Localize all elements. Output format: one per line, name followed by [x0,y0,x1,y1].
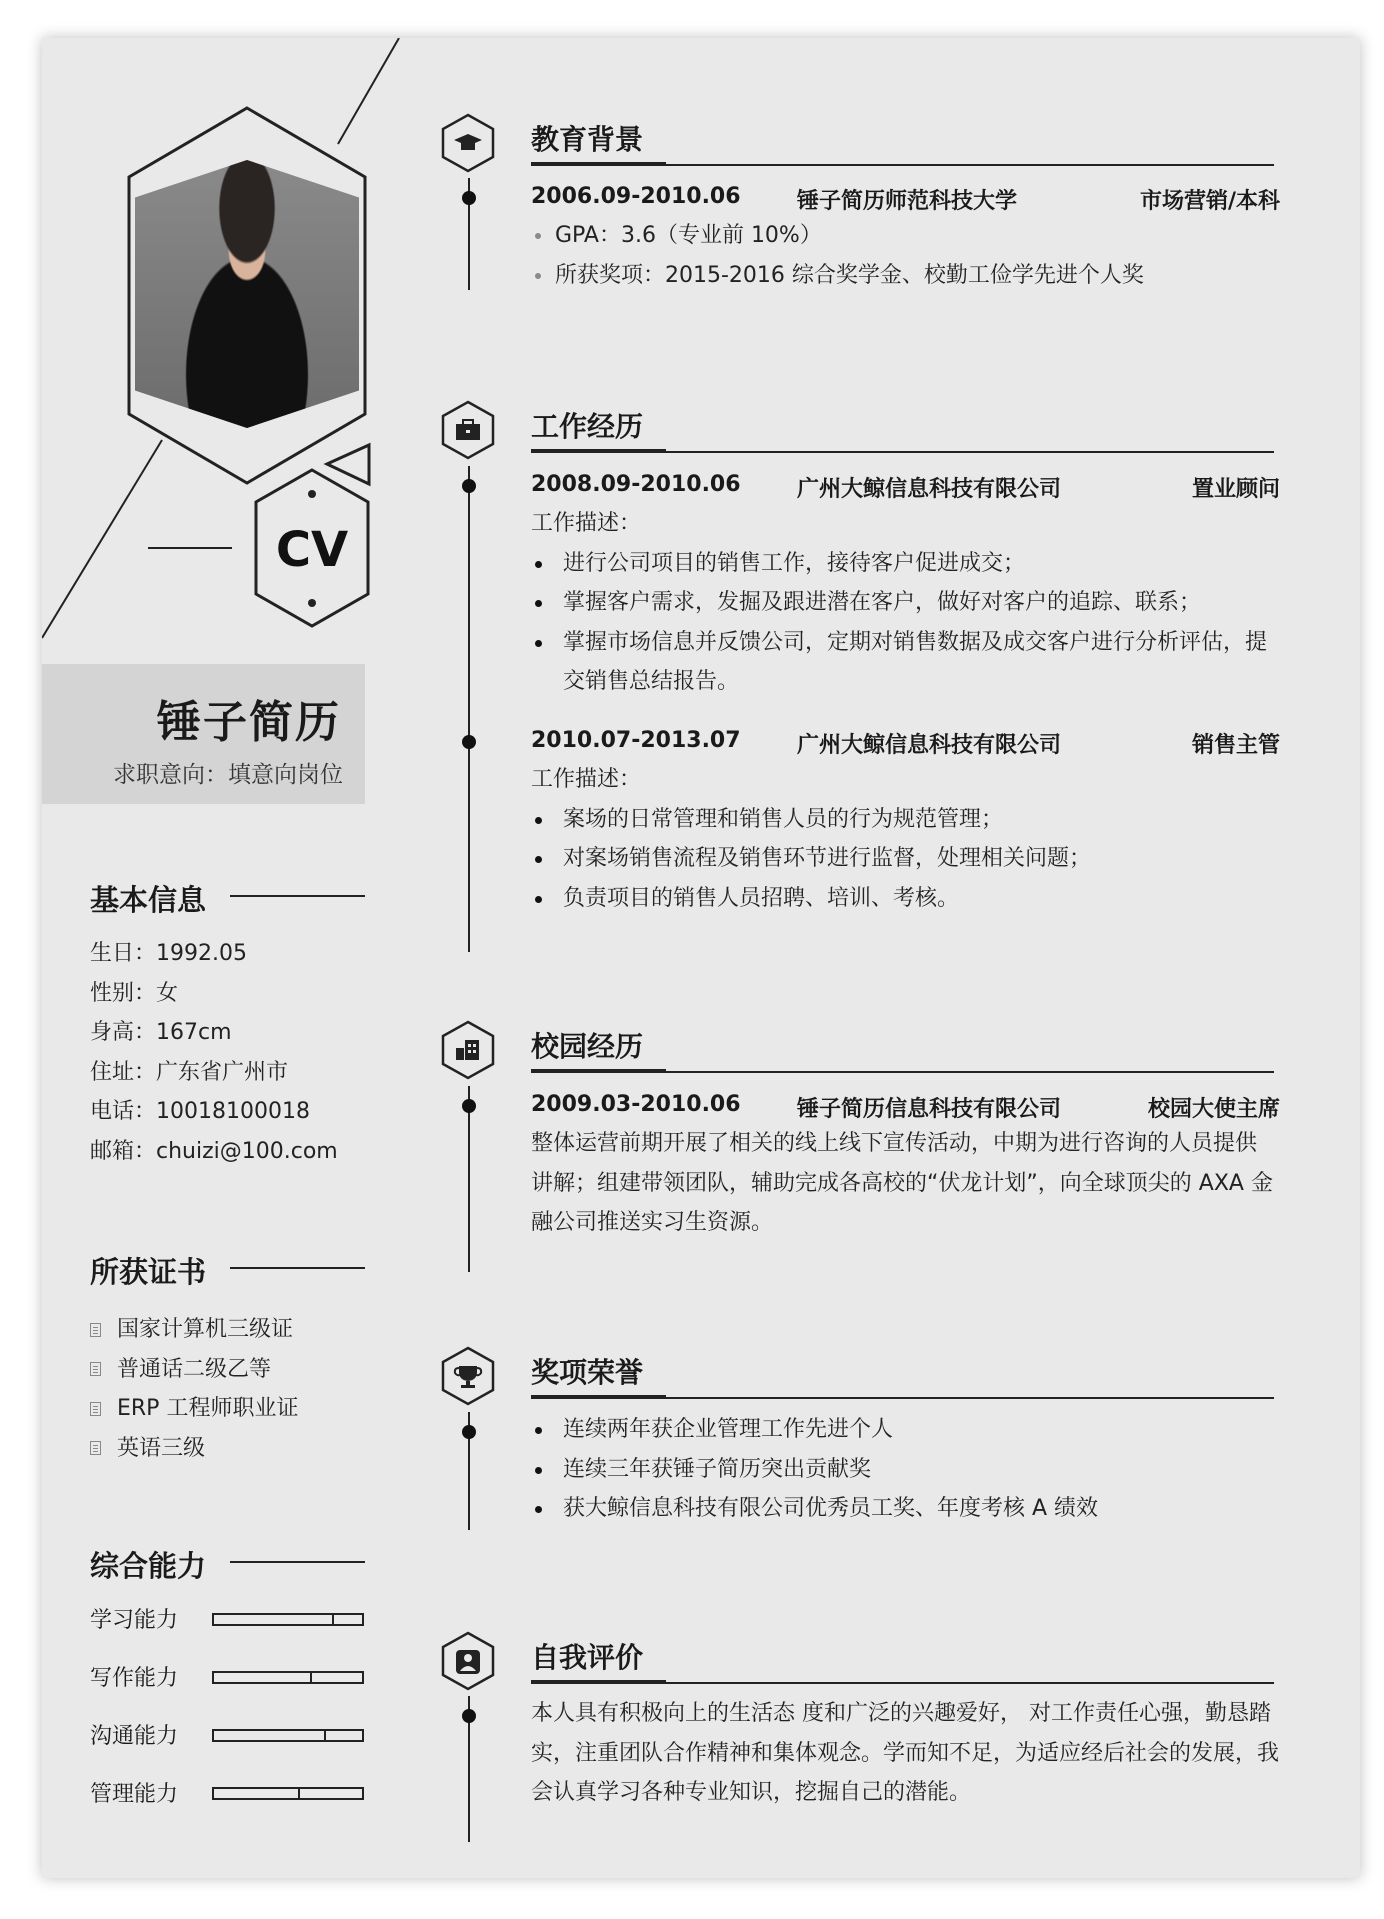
list-item: 对案场销售流程及销售环节进行监督，处理相关问题； [531,839,1281,879]
certs-heading: 所获证书 [90,1255,207,1289]
cv-badge: CV [275,522,349,578]
skill-level-marker [324,1729,326,1742]
desc-label: 工作描述： [531,511,642,536]
building-icon [440,1020,496,1080]
document-icon [90,1402,101,1416]
work-rule [531,451,1274,453]
work-entry-details [531,504,1281,702]
timeline-dot [462,1709,476,1723]
entry-role: 置业顾问 [1191,477,1280,502]
candidate-name: 锤子简历 [157,697,341,748]
info-gender: 性别：女 [90,980,179,1006]
trophy-icon [440,1346,496,1406]
awards-heading: 奖项荣誉 [531,1356,644,1389]
basic-info-heading: 基本信息 [90,883,207,917]
campus-rule [531,1071,1274,1073]
self-heading: 自我评价 [531,1641,644,1674]
campus-description: 整体运营前期开展了相关的线上线下宣传活动，中期为进行咨询的人员提供讲解；组建带领团队，辅助完成各高校的“伏龙计划”，向全球顶尖的 AXA 金融公司推送实习生资源。 [531,1131,1273,1235]
info-email: 邮箱：chuizi@100.com [90,1138,338,1164]
skill-label: 沟通能力 [90,1724,179,1749]
list-item: 获大鲸信息科技有限公司优秀员工奖、年度考核 A 绩效 [531,1489,1281,1529]
skill-label: 写作能力 [90,1666,179,1691]
basic-info-list [90,934,338,1171]
info-address: 住址：广东省广州市 [90,1059,289,1085]
skill-level-marker [298,1787,300,1800]
entry-date: 2008.09-2010.06 [531,472,741,497]
resume-page [42,38,1360,1878]
job-intent: 求职意向：填意向岗位 [113,762,343,788]
desc-label: 工作描述： [531,767,642,792]
self-evaluation-text: 本人具有积极向上的生活态 度和广泛的兴趣爱好， 对工作责任心强，勤恳踏实，注重团队合作精神和集体观念。学而知不足，为适应经后社会的发展，我会认真学习各种专业知识，挖掘自己的潜能。 [531,1701,1280,1805]
work-heading: 工作经历 [531,410,644,443]
entry-date: 2009.03-2010.06 [531,1092,741,1117]
education-details [531,216,1281,295]
entry-role: 校园大使主席 [1147,1097,1280,1122]
list-item: 连续两年获企业管理工作先进个人 [531,1410,1281,1450]
skill-level-marker [332,1613,334,1626]
skill-level-marker [310,1671,312,1684]
skill-bar [212,1787,364,1800]
list-item: 掌握客户需求，发掘及跟进潜在客户，做好对客户的追踪、联系； [531,583,1281,623]
user-icon [440,1631,496,1691]
info-height: 身高：167cm [90,1020,232,1045]
work-entry-header [531,472,1280,502]
work-entry-details [531,760,1281,918]
skills-heading: 综合能力 [90,1549,207,1583]
skill-bar [212,1729,364,1742]
entry-date: 2006.09-2010.06 [531,184,741,209]
timeline-dot [462,1425,476,1439]
info-phone: 电话：10018100018 [90,1099,310,1124]
list-item: 连续三年获锤子简历突出贡献奖 [531,1450,1281,1490]
skill-bar [212,1613,364,1626]
list-item: 普通话二级乙等 [90,1350,298,1390]
certs-list [90,1310,298,1468]
list-item: 案场的日常管理和销售人员的行为规范管理； [531,800,1281,840]
timeline-line [468,466,470,952]
campus-heading: 校园经历 [531,1030,644,1063]
awards-rule [531,1397,1274,1399]
self-rule [531,1682,1274,1684]
awards-list [531,1410,1281,1529]
list-item: 进行公司项目的销售工作，接待客户促进成交； [531,544,1281,584]
list-item: 掌握市场信息并反馈公司，定期对销售数据及成交客户进行分析评估，提交销售总结报告。 [531,623,1281,702]
document-icon [90,1362,101,1376]
list-item: ERP 工程师职业证 [90,1389,298,1429]
skill-bar [212,1671,364,1684]
campus-entry-header [531,1092,1280,1122]
skill-label: 学习能力 [90,1608,179,1633]
skills-rule [230,1561,365,1563]
list-item: 英语三级 [90,1429,298,1469]
skill-label: 管理能力 [90,1782,179,1807]
timeline-line [468,1086,470,1272]
timeline-dot [462,1099,476,1113]
basic-info-rule [230,895,365,897]
list-item: 负责项目的销售人员招聘、培训、考核。 [531,879,1281,919]
education-heading: 教育背景 [531,123,644,156]
document-icon [90,1441,101,1455]
education-rule [531,164,1274,166]
entry-org: 广州大鲸信息科技有限公司 [797,733,1062,758]
timeline-dot [462,191,476,205]
document-icon [90,1323,101,1337]
entry-role: 市场营销/本科 [1139,189,1280,214]
list-item: 所获奖项：2015-2016 综合奖学金、校勤工俭学先进个人奖 [531,256,1281,296]
entry-date: 2010.07-2013.07 [531,728,741,753]
entry-org: 锤子简历信息科技有限公司 [797,1097,1062,1122]
entry-role: 销售主管 [1191,733,1280,758]
entry-org: 锤子简历师范科技大学 [797,189,1018,214]
profile-photo [135,160,359,428]
timeline-dot [462,735,476,749]
work-entry-header [531,728,1280,758]
info-birthday: 生日：1992.05 [90,941,247,966]
briefcase-icon [440,400,496,460]
name-block [42,664,365,804]
timeline-dot [462,479,476,493]
graduation-cap-icon [440,113,496,173]
certs-rule [230,1267,365,1269]
education-entry-header [531,184,1280,214]
list-item: GPA：3.6（专业前 10%） [531,216,1281,256]
list-item: 国家计算机三级证 [90,1310,298,1350]
entry-org: 广州大鲸信息科技有限公司 [797,477,1062,502]
